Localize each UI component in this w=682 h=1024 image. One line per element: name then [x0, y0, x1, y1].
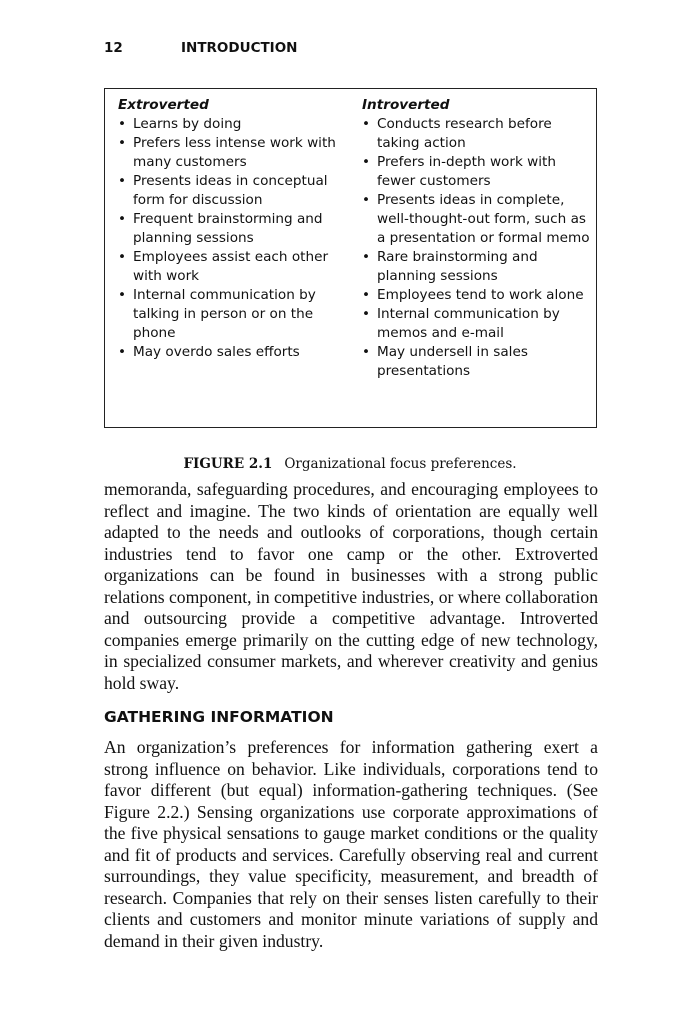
introverted-column — [362, 96, 592, 381]
body-paragraph: memoranda, safeguarding procedures, and encouraging employees to reflect and imagine. The two kinds of orientation are equally well adapted to the needs and outlooks of corporations, though certain industries tend to favor one camp or the other. Extroverted organizations can be found in businesses with a strong public relations component, in competitive industries, or where collaboration and outsourcing provide a competitive advantage. Introverted companies emerge primarily on the cutting edge of new technology, in specialized consumer markets, and wherever creativity and genius hold sway. — [104, 479, 598, 693]
section-heading: GATHERING INFORMATION — [104, 708, 334, 726]
figure-box — [104, 88, 597, 428]
figure-caption — [0, 456, 682, 472]
running-title: INTRODUCTION — [181, 40, 298, 56]
column-heading: Introverted — [362, 97, 450, 113]
page-number: 12 — [104, 40, 123, 56]
column-heading: Extroverted — [118, 97, 209, 113]
list-item: • May overdo sales efforts — [118, 343, 358, 362]
list-item: • Presents ideas in complete, well-thought-out form, such as a presentation or formal memo — [362, 191, 592, 248]
caption-text: Organizational focus preferences. — [284, 456, 517, 472]
list-item: • Learns by doing — [118, 115, 358, 134]
list-item: • Prefers less intense work with many customers — [118, 134, 358, 172]
list-item: • Rare brainstorming and planning sessions — [362, 248, 592, 286]
list-item: • Employees tend to work alone — [362, 286, 592, 305]
list-item: • Conducts research before taking action — [362, 115, 592, 153]
list-item: • Presents ideas in conceptual form for discussion — [118, 172, 358, 210]
body-paragraph: An organization’s preferences for information gathering exert a strong influence on behavior. Like individuals, corporations tend to favor different (but equal) information-gathering techniques. (See Figure 2.2.) Sensing organizations use corporate approximations of the five physical sensations to gauge market conditions or the quality and fit of products and services. Carefully observing real and current surroundings, they value specificity, measurement, and breadth of research. Companies that rely on their senses listen carefully to their clients and customers and monitor minute variations of supply and demand in their given industry. — [104, 737, 598, 951]
caption-label: FIGURE 2.1 — [183, 456, 273, 472]
list-item: • Internal communication by memos and e-mail — [362, 305, 592, 343]
list-item: • Employees assist each other with work — [118, 248, 358, 286]
list-item: • Prefers in-depth work with fewer customers — [362, 153, 592, 191]
list-item: • Internal communication by talking in person or on the phone — [118, 286, 358, 343]
extroverted-column — [118, 96, 358, 362]
list-item: • May undersell in sales presentations — [362, 343, 592, 381]
list-item: • Frequent brainstorming and planning sessions — [118, 210, 358, 248]
